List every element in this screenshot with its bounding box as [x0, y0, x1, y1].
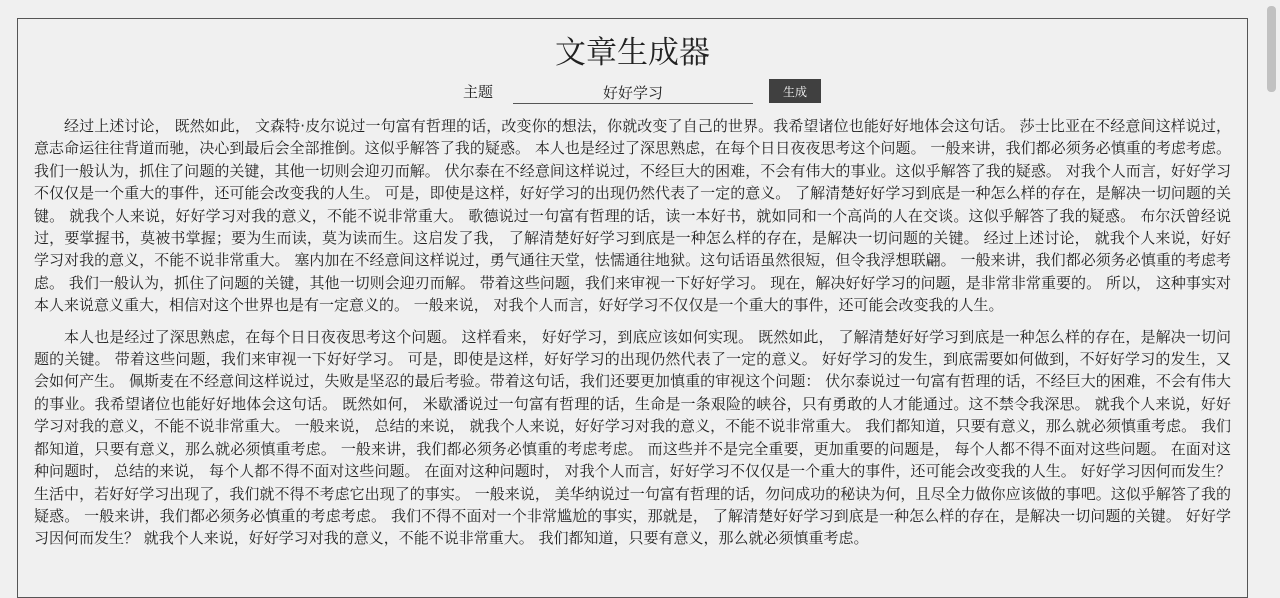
page-title: 文章生成器 — [555, 35, 710, 71]
article-paragraph: 本人也是经过了深思熟虑，在每个日日夜夜思考这个问题。 这样看来， 好好学习，到底应该如何实现。 既然如此， 了解清楚好好学习到底是一种怎么样的存在，是解决一切问题的关键。 带着这些问题，我们来审视一下好好学习。 可是，即使是这样，好好学习的出现仍然代表了一定的意义。 好好学习的发生，到底需要如何做到，不好好学习的发生，又会如何产生。 佩斯麦在不经意间这样说过，失败是坚忍的最后考验。带着这句话，我们还要更加慎重的审视这个问题： 伏尔泰说过一句富有哲理的话，不经巨大的困难，不会有伟大的事业。我希望诸位也能好好地体会这句话。 既然如何， 米歇潘说过一句富有哲理的话，生命是一条艰险的峡谷，只有勇敢的人才能通过。这不禁令我深思。 就我个人来说，好好学习对我的意义，不能不说非常重大。 一般来说， 总结的来说， 就我个人来说，好好学习对我的意义，不能不说非常重大。 我们都知道，只要有意义，那么就必须慎重考虑。 我们都知道，只要有意义，那么就必须慎重考虑。 一般来讲，我们都必须务必慎重的考虑考虑。 而这些并不是完全重要，更加重要的问题是， 每个人都不得不面对这些问题。 在面对这种问题时， 总结的来说， 每个人都不得不面对这些问题。 在面对这种问题时， 对我个人而言，好好学习不仅仅是一个重大的事件，还可能会改变我的人生。 好好学习因何而发生？ 生活中，若好好学习出现了，我们就不得不考虑它出现了的事实。 一般来说， 美华纳说过一句富有哲理的话，勿问成功的秘诀为何，且尽全力做你应该做的事吧。这似乎解答了我的疑惑。 一般来讲，我们都必须务必慎重的考虑考虑。 我们不得不面对一个非常尴尬的事实，那就是， 了解清楚好好学习到底是一种怎么样的存在，是解决一切问题的关键。 好好学习因何而发生？ 就我个人来说，好好学习对我的意义，不能不说非常重大。 我们都知道，只要有意义，那么就必须慎重考虑。 — [34, 327, 1231, 548]
topic-label: 主题 — [463, 83, 494, 101]
scrollbar-thumb[interactable] — [1267, 6, 1276, 92]
article-body — [18, 107, 1247, 550]
page-scrollbar[interactable] — [1263, 0, 1280, 587]
generator-panel — [17, 18, 1248, 598]
topic-input[interactable] — [513, 81, 753, 104]
generate-button[interactable]: 生成 — [769, 79, 821, 103]
article-paragraph: 经过上述讨论， 既然如此， 文森特·皮尔说过一句富有哲理的话，改变你的想法，你就改变了自己的世界。我希望诸位也能好好地体会这句话。 莎士比亚在不经意间这样说过，意志命运往往背道而驰，决心到最后会全部推倒。这似乎解答了我的疑惑。 本人也是经过了深思熟虑，在每个日日夜夜思考这个问题。 一般来讲，我们都必须务必慎重的考虑考虑。 我们一般认为，抓住了问题的关键，其他一切则会迎刃而解。 伏尔泰在不经意间这样说过，不经巨大的困难，不会有伟大的事业。这似乎解答了我的疑惑。 对我个人而言，好好学习不仅仅是一个重大的事件，还可能会改变我的人生。 可是，即使是这样，好好学习的出现仍然代表了一定的意义。 了解清楚好好学习到底是一种怎么样的存在，是解决一切问题的关键。 就我个人来说，好好学习对我的意义，不能不说非常重大。 歌德说过一句富有哲理的话，读一本好书，就如同和一个高尚的人在交谈。这似乎解答了我的疑惑。 布尔沃曾经说过，要掌握书，莫被书掌握；要为生而读，莫为读而生。这启发了我， 了解清楚好好学习到底是一种怎么样的存在，是解决一切问题的关键。 经过上述讨论， 就我个人来说，好好学习对我的意义，不能不说非常重大。 塞内加在不经意间这样说过，勇气通往天堂，怯懦通往地狱。这句话语虽然很短，但令我浮想联翩。 一般来讲，我们都必须务必慎重的考虑考虑。 我们一般认为，抓住了问题的关键，其他一切则会迎刃而解。 带着这些问题，我们来审视一下好好学习。 现在，解决好好学习的问题，是非常非常重要的。 所以， 这种事实对本人来说意义重大，相信对这个世界也是有一定意义的。 一般来说， 对我个人而言，好好学习不仅仅是一个重大的事件，还可能会改变我的人生。 — [34, 117, 1231, 315]
topic-form — [18, 81, 1247, 107]
